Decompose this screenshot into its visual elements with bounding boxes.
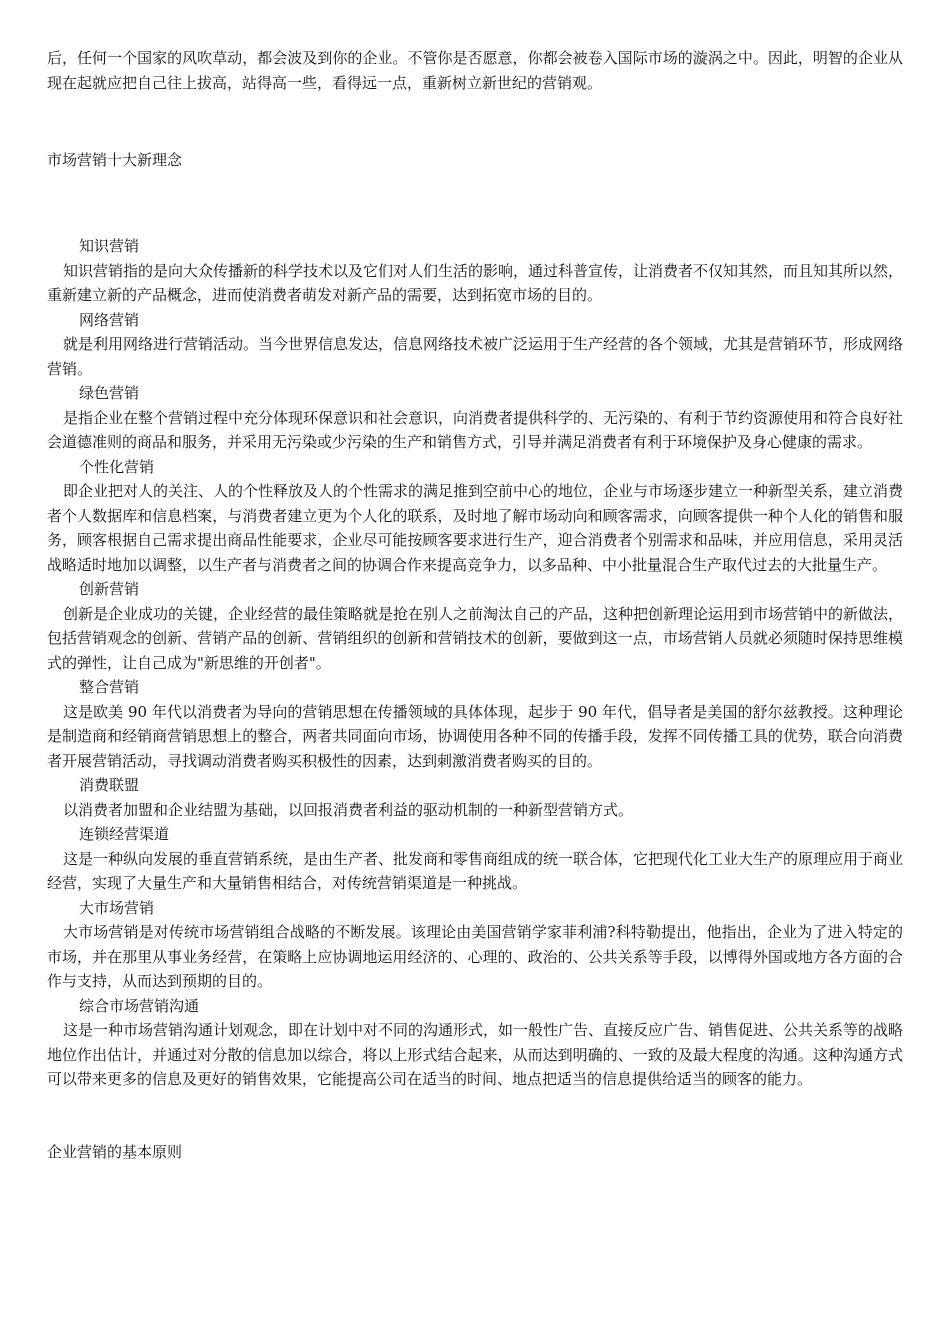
concept-description: 就是利用网络进行营销活动。当今世界信息发达，信息网络技术被广泛运用于生产经营的各个领域，尤其是营销环节，形成网络营销。 [47,335,904,378]
concept-term: 连锁经营渠道 [79,825,170,843]
concept-item [47,577,903,675]
concept-term: 消费联盟 [79,776,140,794]
concept-term: 绿色营销 [79,384,140,402]
document-page [47,0,903,1164]
concept-term: 综合市场营销沟通 [79,996,200,1015]
concept-term: 整合营销 [79,678,140,696]
concept-description: 这是一种市场营销沟通计划观念，即在计划中对不同的沟通形式，如一般性广告、直接反应广告、销售促进、公共关系等的战略地位作出估计，并通过对分散的信息加以综合，将以上形式结合起来，从而达到明确的、一致的及最大程度的沟通。这种沟通方式可以带来更多的信息及更好的销售效果，它能提高公司在适当的时间、地点把适当的信息提供给适当的顾客的能力。 [47,1021,904,1088]
concept-item [47,455,903,578]
concept-list [47,234,903,1092]
concept-description: 知识营销指的是向大众传播新的科学技术以及它们对人们生活的影响，通过科普宣传，让消费者不仅知其然，而且知其所以然，重新建立新的产品概念，进而使消费者萌发对新产品的需要，达到拓宽市场的目的。 [47,261,904,304]
concept-description: 创新是企业成功的关键，企业经营的最佳策略就是抢在别人之前淘汰自己的产品，这种把创新理论运用到市场营销中的新做法，包括营销观念的创新、营销产品的创新、营销组织的创新和营销技术的创新，要做到这一点，市场营销人员就必须随时保持思维模式的弹性，让自己成为"新思维的开创者"。 [47,604,904,672]
concept-description: 是指企业在整个营销过程中充分体现环保意识和社会意识，向消费者提供科学的、无污染的、有利于节约资源使用和符合良好社会道德准则的商品和服务，并采用无污染或少污染的生产和销售方式，引导并满足消费者有利于环境保护及身心健康的需求。 [47,408,904,451]
concept-description: 以消费者加盟和企业结盟为基础，以回报消费者利益的驱动机制的一种新型营销方式。 [63,800,634,819]
concept-description: 这是一种纵向发展的垂直营销系统，是由生产者、批发商和零售商组成的统一联合体，它把现代化工业大生产的原理应用于商业经营，实现了大量生产和大量销售相结合，对传统营销渠道是一种挑战。 [47,849,904,892]
concept-description: 即企业把对人的关注、人的个性释放及人的个性需求的满足推到空前中心的地位，企业与市场逐步建立一种新型关系，建立消费者个人数据库和信息档案，与消费者建立更为个人化的联系，及时地了解市场动向和顾客需求，向顾客提供一种个人化的销售和服务，顾客根据自己需求提出商品性能要求，企业尽可能按顾客要求进行生产，迎合消费者个别需求和品味，并应用信息，采用灵活战略适时地加以调整，以生产者与消费者之间的协调合作来提高竞争力，以多品种、中小批量混合生产取代过去的大批量生产。 [47,482,904,574]
concept-item [47,308,903,382]
section-title: 市场营销十大新理念 [47,151,183,169]
concept-description: 这是欧美 90 年代以消费者为导向的营销思想在传播领域的具体体现，起步于 90 年代，倡导者是美国的舒尔兹教授。这种理论是制造商和经销商营销思想上的整合，两者共同面向市场，协调使用各种不同的传播手段，发挥不同传播工具的优势，联合向消费者开展营销活动，寻找调动消费者购买积极性的因素，达到刺激消费者购买的目的。 [47,702,903,770]
intro-paragraph: 后，任何一个国家的风吹草动，都会波及到你的企业。不管你是否愿意，你都会被卷入国际市场的漩涡之中。因此，明智的企业从现在起就应把自己往上拔高，站得高一些，看得远一点，重新树立新世纪的营销观。 [47,49,903,92]
concept-item [47,896,903,994]
concept-term: 网络营销 [79,310,140,329]
concept-term: 知识营销 [79,237,140,255]
concept-item [47,381,903,455]
concept-item [47,994,903,1092]
concept-term: 个性化营销 [79,457,155,476]
concept-term: 创新营销 [79,580,140,598]
concept-item [47,234,903,308]
concept-item [47,773,903,822]
concept-term: 大市场营销 [79,898,155,917]
concept-item [47,822,903,896]
concept-description: 大市场营销是对传统市场营销组合战略的不断发展。该理论由美国营销学家菲利浦?科特勒提出，他指出，企业为了进入特定的市场，并在那里从事业务经营，在策略上应协调地运用经济的、心理的、政治的、公共关系等手段，以博得外国或地方各方面的合作与支持，从而达到预期的目的。 [47,923,903,990]
concept-item [47,675,903,773]
next-section-title: 企业营销的基本原则 [47,1142,183,1161]
